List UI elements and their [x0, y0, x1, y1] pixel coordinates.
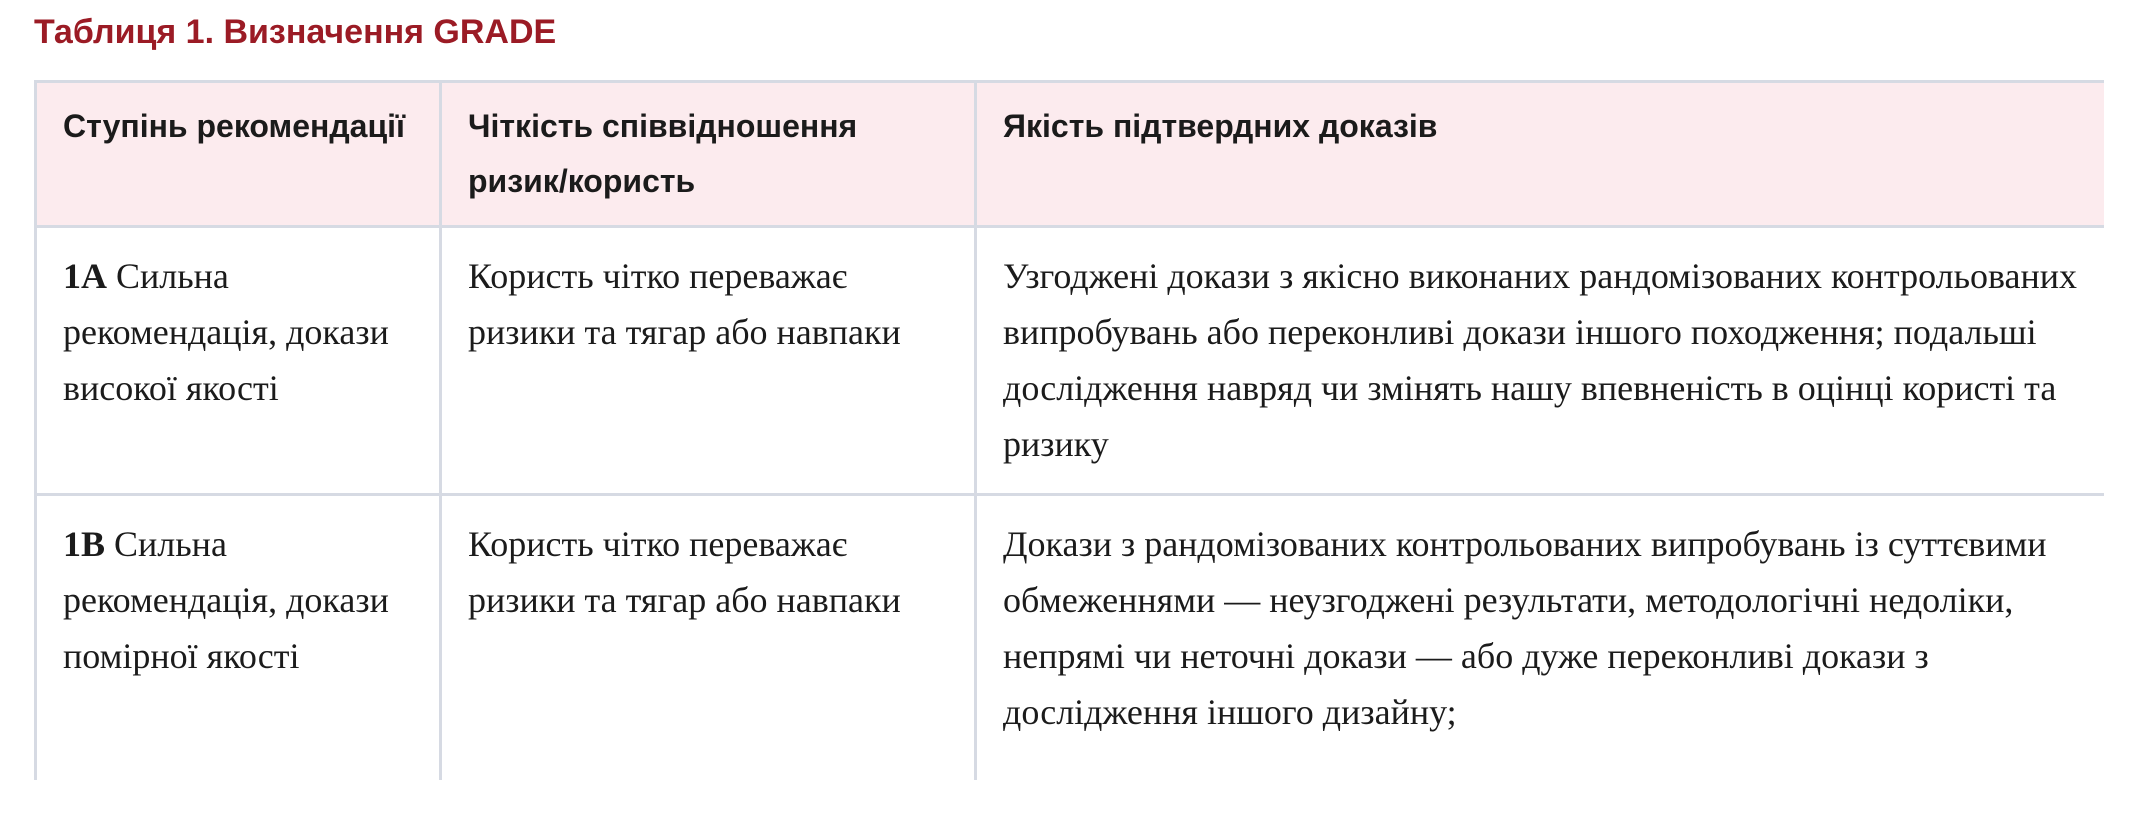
grade-table-container	[34, 80, 2104, 780]
grade-description: Сильна рекомендація, докази помірної якості	[63, 524, 389, 676]
grade-definitions-table	[34, 80, 2104, 780]
table-row	[36, 227, 2105, 495]
benefit-risk-cell: Користь чітко переважає ризики та тягар або навпаки	[441, 227, 976, 495]
grade-code: 1А	[63, 256, 107, 296]
evidence-cell: Докази з рандомізованих контрольованих випробувань із суттєвими обмеженнями — неузгоджені результати, методологічні недоліки, непрямі чи неточні докази — або дуже переконливі докази з дослідження іншого дизайну;	[976, 495, 2105, 781]
grade-cell	[36, 227, 441, 495]
table-row	[36, 495, 2105, 781]
grade-description: Сильна рекомендація, докази високої якості	[63, 256, 389, 408]
evidence-cell: Узгоджені докази з якісно виконаних рандомізованих контрольованих випробувань або переконливі докази іншого походження; подальші дослідження навряд чи змінять нашу впевненість в оцінці користі та ризику	[976, 227, 2105, 495]
header-recommendation-grade: Ступінь рекомендації	[36, 82, 441, 227]
benefit-risk-cell: Користь чітко переважає ризики та тягар або навпаки	[441, 495, 976, 781]
header-evidence-quality: Якість підтвердних доказів	[976, 82, 2105, 227]
table-caption: Таблиця 1. Визначення GRADE	[34, 13, 557, 51]
grade-code: 1В	[63, 524, 106, 564]
table-header-row	[36, 82, 2105, 227]
header-benefit-risk-clarity: Чіткість співвідношення ризик/користь	[441, 82, 976, 227]
grade-cell	[36, 495, 441, 781]
